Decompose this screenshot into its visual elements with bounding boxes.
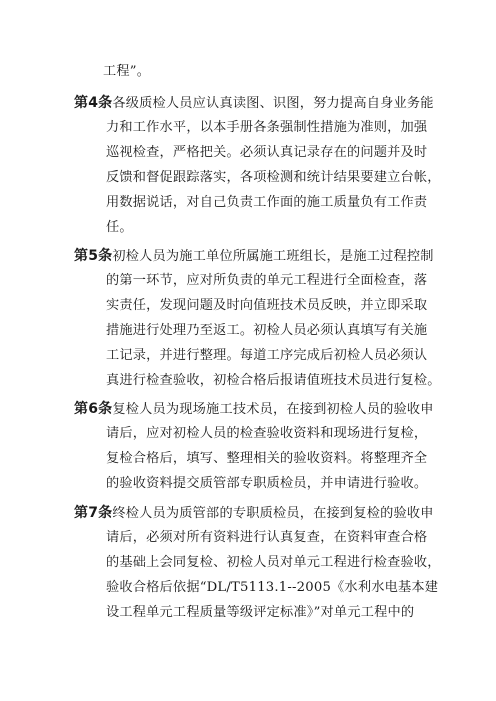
line-text: 设工程单元工程质量等级评定标准》”对单元工程中的 xyxy=(106,605,415,620)
line-text: 任。 xyxy=(106,220,133,235)
line-text: 力和工作水平，以本手册各条强制性措施为准则，加强 xyxy=(106,120,428,135)
line-text: 请后，应对初检人员的检查验收资料和现场进行复检， xyxy=(106,426,428,441)
text-line xyxy=(103,64,150,80)
line-text: 复检合格后，填写、整理相关的验收资料。将整理齐全 xyxy=(106,451,428,466)
text-line xyxy=(106,195,427,211)
line-text: 用数据说话，对自己负责工作面的施工质量负有工作责 xyxy=(106,195,428,210)
article-label: 第7条 xyxy=(74,505,113,521)
text-line xyxy=(106,323,427,339)
text-line xyxy=(106,555,441,571)
line-text: 巡视检查，严格把关。必须认真记录存在的问题并及时 xyxy=(106,145,428,160)
line-text: 实责任，发现问题及时向值班技术员反映，并立即采取 xyxy=(106,298,428,313)
text-line xyxy=(106,426,427,442)
article-7-heading-line xyxy=(74,505,434,522)
text-line xyxy=(106,145,427,161)
line-text: 的基础上会同复检、初检人员对单元工程进行检查验收， xyxy=(106,555,441,570)
text-line xyxy=(106,220,133,236)
text-line xyxy=(106,580,438,596)
article-label: 第4条 xyxy=(74,95,113,111)
article-6-heading-line xyxy=(74,401,434,418)
text-line xyxy=(106,530,427,546)
article-5-heading-line xyxy=(74,248,434,265)
text-line xyxy=(106,273,427,289)
text-line xyxy=(106,120,427,136)
text-line xyxy=(106,605,414,621)
text-line xyxy=(106,451,427,467)
line-text: 各级质检人员应认真读图、识图，努力提高自身业务能 xyxy=(112,96,434,111)
text-line xyxy=(106,373,441,389)
article-4-heading-line xyxy=(74,95,434,112)
line-text: 的第一环节，应对所负责的单元工程进行全面检查，落 xyxy=(106,273,428,288)
line-text: 请后，必须对所有资料进行认真复查，在资料审查合格 xyxy=(106,530,428,545)
line-text: 初检人员为施工单位所属施工班组长，是施工过程控制 xyxy=(112,249,434,264)
text-line xyxy=(106,298,427,314)
text-line xyxy=(106,476,427,492)
line-text: 验收合格后依据“DL/T5113.1--2005《水利水电基本建 xyxy=(106,580,439,595)
line-text: 复检人员为现场施工技术员，在接到初检人员的验收申 xyxy=(112,402,434,417)
line-text: 措施进行处理乃至返工。初检人员必须认真填写有关施 xyxy=(106,323,428,338)
line-text: 工程”。 xyxy=(103,64,151,79)
line-text: 反馈和督促跟踪落实，各项检测和统计结果要建立台帐， xyxy=(106,170,441,185)
text-line xyxy=(106,170,441,186)
text-line xyxy=(106,348,427,364)
line-text: 终检人员为质管部的专职质检员，在接到复检的验收申 xyxy=(112,506,434,521)
line-text: 真进行检查验收，初检合格后报请值班技术员进行复检。 xyxy=(106,373,441,388)
article-label: 第5条 xyxy=(74,248,113,264)
article-label: 第6条 xyxy=(74,401,113,417)
line-text: 的验收资料提交质管部专职质检员，并申请进行验收。 xyxy=(106,476,428,491)
line-text: 工记录，并进行整理。每道工序完成后初检人员必须认 xyxy=(106,348,428,363)
